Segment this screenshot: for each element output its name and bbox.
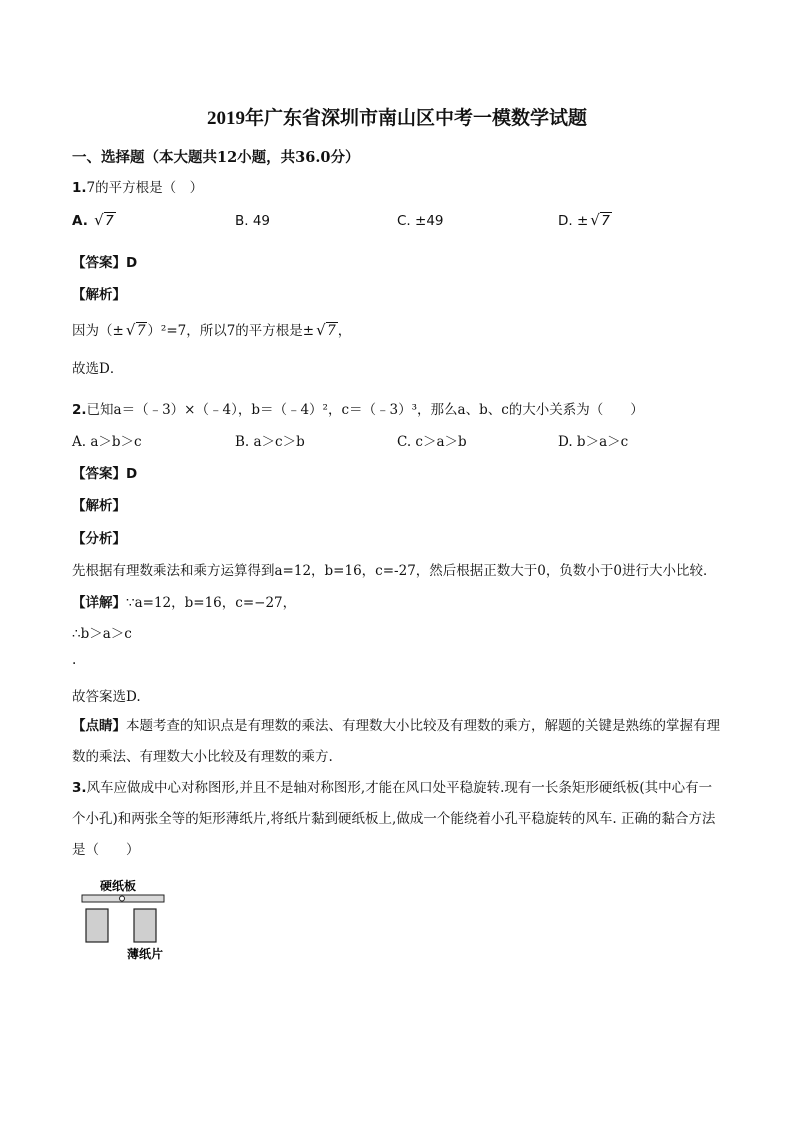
q2-fenxi-text: 先根据有理数乘法和乘方运算得到a=12，b=16，c=-27，然后根据正数大于0，负数小于0进行大小比较． (72, 563, 717, 579)
q1-explanation: 因为（±√ 7 ）²=7，所以7的平方根是±√ 7 ， (72, 319, 351, 339)
sqrt-symbol: √ 7 (126, 323, 148, 339)
q1-option-c: C. ±49 (397, 213, 444, 229)
q2-dot: . (72, 652, 77, 668)
q1-option-a: A. √ 7 (72, 213, 116, 229)
q2-option-a: A. a＞b＞c (72, 434, 142, 450)
q1-option-b: B. 49 (235, 213, 271, 229)
q2-option-d: D. b＞a＞c (558, 434, 629, 450)
q1-analysis-tag: 【解析】 (72, 287, 126, 303)
q2-option-c: C. c＞a＞b (397, 434, 467, 450)
q2-detail: 【详解】∵a=12，b=16，c=−27， (72, 595, 297, 611)
sqrt-symbol: √ 7 (94, 213, 116, 229)
q2-answer: 【答案】D (72, 466, 138, 482)
paper-piece-right (134, 909, 156, 942)
figure-bottom-label: 薄纸片 (127, 947, 164, 961)
sqrt-symbol: √ 7 (590, 213, 612, 229)
q2-conclusion: 故答案选D. (72, 689, 141, 705)
center-hole (120, 896, 125, 901)
q1-option-d: D. ±√ 7 (558, 213, 612, 229)
q2-stem: 2.已知a＝（﹣3）×（﹣4），b＝（﹣4）²，c＝（﹣3）³，那么a、b、c的大小关系为（ ） (72, 402, 644, 418)
paper-piece-left (86, 909, 108, 942)
q1-answer: 【答案】D (72, 255, 138, 271)
q2-dianjing: 【点睛】本题考查的知识点是有理数的乘法、有理数大小比较及有理数的乘方，解题的关键是熟练的掌握有理数的乘法、有理数大小比较及有理数的乘方. (72, 718, 720, 765)
q1-conclusion: 故选D． (72, 361, 124, 377)
section-heading: 一、选择题（本大题共12小题，共36.0分） (72, 149, 360, 166)
q2-option-b: B. a＞c＞b (235, 434, 305, 450)
sqrt-symbol: √ 7 (316, 323, 338, 339)
figure-top-label: 硬纸板 (100, 879, 137, 893)
q2-fenxi-tag: 【分析】 (72, 531, 126, 547)
q2-therefore: ∴b＞a＞c (72, 626, 132, 642)
q2-analysis-tag: 【解析】 (72, 498, 126, 514)
page-title: 2019年广东省深圳市南山区中考一模数学试题 (206, 108, 587, 129)
q3-figure (78, 876, 178, 964)
q3-stem: 3.风车应做成中心对称图形,并且不是轴对称图形,才能在风口处平稳旋转.现有一长条矩形硬纸板(其中心有一个小孔)和两张全等的矩形薄纸片,将纸片黏到硬纸板上,做成一个能绕着小孔平稳旋转的风车. 正确的黏合方法是（ ） (72, 780, 716, 858)
q1-stem: 1.7的平方根是（ ） (72, 180, 204, 196)
